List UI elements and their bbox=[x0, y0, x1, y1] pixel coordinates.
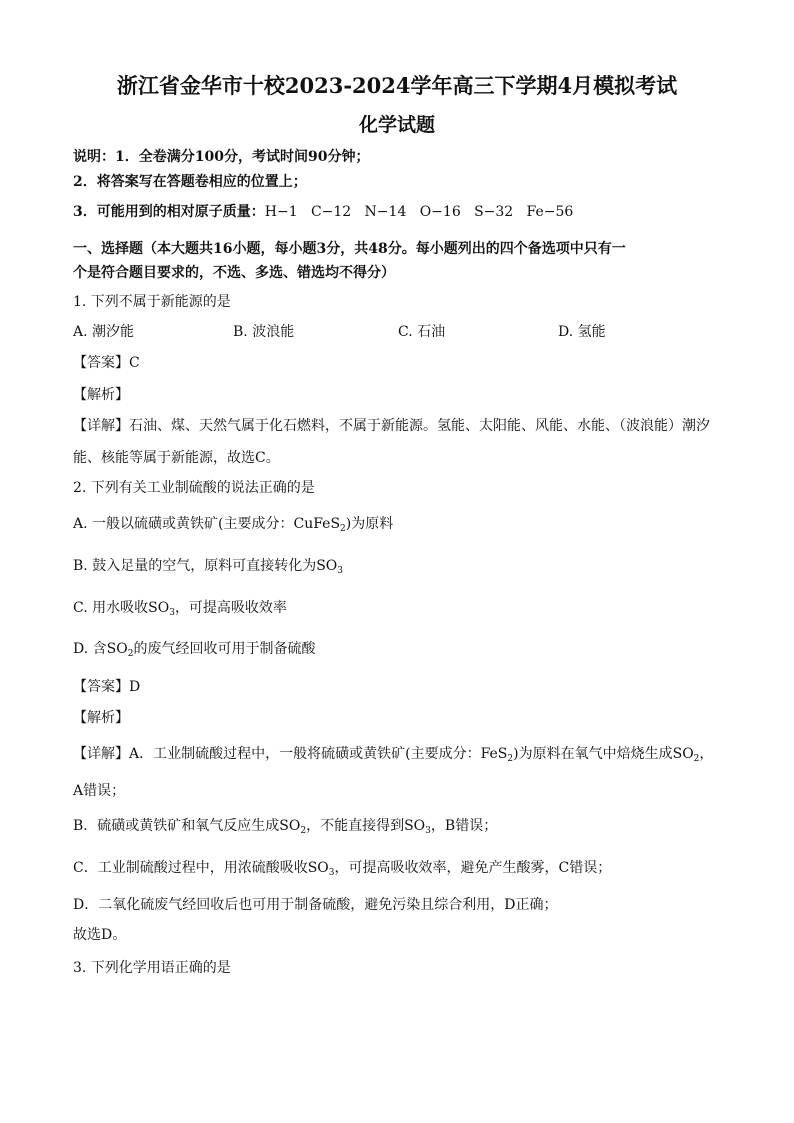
note-3 bbox=[73, 203, 573, 221]
q1-option-c: C. 石油 bbox=[398, 324, 446, 340]
q1-detail-line-1: 【详解】石油、煤、天然气属于化石燃料，不属于新能源。氢能、太阳能、风能、水能、（波浪能）潮汐 bbox=[73, 418, 710, 434]
note-1: 说明：1．全卷满分100分，考试时间90分钟； bbox=[73, 149, 370, 165]
section-heading-line-1: 一、选择题（本大题共16小题，每小题3分，共48分。每小题列出的四个备选项中只有一 bbox=[73, 241, 626, 257]
q2-answer: 【答案】D bbox=[73, 679, 141, 695]
page-subtitle: 化学试题 bbox=[358, 114, 435, 136]
q1-option-d: D. 氢能 bbox=[558, 324, 606, 340]
formula-so3: $SO_3$ bbox=[316, 558, 343, 576]
note-2: 2．将答案写在答题卷相应的位置上； bbox=[73, 174, 307, 190]
q2-option-a: A. 一般以硫磺或黄铁矿(主要成分：CuFeS$_2$)为原料 bbox=[73, 516, 394, 534]
q2-explanation-line-1: 【详解】A．工业制硫酸过程中，一般将硫磺或黄铁矿(主要成分：FeS$_2$)为原料在氧气中焙烧生成$SO_2$， bbox=[73, 746, 714, 764]
q2-explanation-line-4: C．工业制硫酸过程中，用浓硫酸吸收$SO_3$，可提高吸收效率，避免产生酸雾，C错误； bbox=[73, 860, 612, 878]
q2-explanation-line-6: 故选D。 bbox=[73, 927, 127, 943]
q1-analysis-label: 【解析】 bbox=[73, 387, 129, 403]
q2-explanation-line-5: D．二氧化硫废气经回收后也可用于制备硫酸，避免污染且综合利用，D正确； bbox=[73, 897, 558, 913]
q2-explanation-line-3: B．硫磺或黄铁矿和氧气反应生成$SO_2$，不能直接得到$SO_3$，B错误； bbox=[73, 818, 498, 836]
atomic-masses: H−1 C−12 N−14 O−16 S−32 Fe−56 bbox=[264, 204, 574, 220]
section-heading-line-2: 个是符合题目要求的，不选、多选、错选均不得分） bbox=[73, 265, 395, 281]
formula-so3: $SO_3$ bbox=[307, 860, 335, 878]
formula-so2: $SO_2$ bbox=[106, 641, 134, 659]
q1-option-a: A. 潮汐能 bbox=[73, 324, 135, 340]
page-title: 浙江省金华市十校2023-2024学年高三下学期4月模拟考试 bbox=[116, 73, 678, 98]
q2-stem: 2. 下列有关工业制硫酸的说法正确的是 bbox=[73, 480, 315, 496]
q2-option-c: C. 用水吸收$SO_3$，可提高吸收效率 bbox=[73, 600, 287, 618]
q1-detail-line-2: 能、核能等属于新能源，故选C。 bbox=[73, 450, 280, 466]
q1-option-b: B. 波浪能 bbox=[233, 324, 295, 340]
q2-analysis-label: 【解析】 bbox=[73, 710, 129, 726]
q1-stem: 1. 下列不属于新能源的是 bbox=[73, 294, 231, 310]
q2-option-b: B. 鼓入足量的空气，原料可直接转化为$SO_3$ bbox=[73, 558, 343, 576]
formula-cufes2: CuFeS$_2$ bbox=[293, 516, 346, 534]
formula-so3: $SO_3$ bbox=[404, 818, 431, 836]
q2-option-d: D. 含$SO_2$的废气经回收可用于制备硫酸 bbox=[73, 641, 316, 659]
q1-answer: 【答案】C bbox=[73, 355, 140, 371]
formula-fes2: FeS$_2$ bbox=[480, 746, 514, 764]
q3-stem: 3. 下列化学用语正确的是 bbox=[73, 960, 231, 976]
formula-so3: $SO_3$ bbox=[148, 600, 175, 618]
q2-explanation-line-2: A错误； bbox=[73, 783, 126, 799]
note-3-label: 3．可能用到的相对原子质量： bbox=[73, 204, 265, 220]
